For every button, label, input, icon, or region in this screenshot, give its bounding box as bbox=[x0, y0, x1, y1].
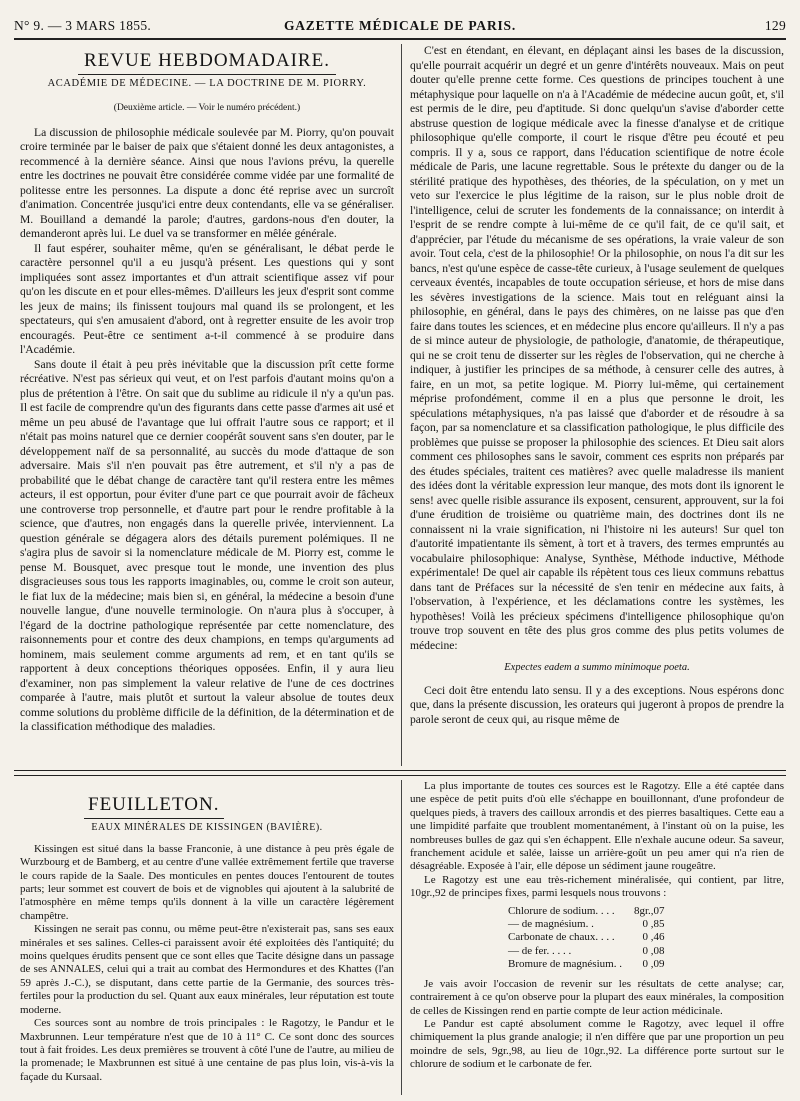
feuilleton-rule bbox=[14, 770, 786, 776]
revue-note: (Deuxième article. — Voir le numéro précédent.) bbox=[113, 103, 301, 113]
table-row: — de fer. . . . . 0 ,08 bbox=[508, 944, 665, 957]
revue-subtitle: ACADÉMIE DE MÉDECINE. — LA DOCTRINE DE M. PIORRY. bbox=[47, 77, 367, 89]
table-row: Bromure de magnésium. . 0 ,09 bbox=[508, 958, 665, 971]
page-number: 129 bbox=[764, 18, 786, 33]
running-header bbox=[14, 16, 786, 36]
table-row: Carbonate de chaux. . . . 0 ,46 bbox=[508, 931, 665, 944]
paragraph: Le Pandur est capté absolument comme le Ragotzy, avec lequel il offre chimiquement la plus grande analogie; il n'en diffère que par une proportion un peu moindre de sels, 9gr.,98, au lieu de 10gr.,92. La différence porte surtout sur le chlorure de sodium et le carbonate de fer. bbox=[410, 1017, 784, 1071]
column-divider bbox=[401, 44, 402, 766]
column-divider bbox=[401, 780, 402, 1095]
mineral-composition-table bbox=[506, 905, 667, 972]
paragraph: Le Ragotzy est une eau très-richement minéralisée, qui contient, par litre, 10gr.,92 de principes fixes, parmi lesquels nous trouvons : bbox=[410, 873, 784, 900]
paragraph: Kissingen ne serait pas connu, ou même peut-être n'existerait pas, sans ses eaux minérales et ses salines. Celles-ci paraissent avoir été exploitées dès l'antiquité; du moins quelques érudits pensent que ce sont elles que Tacite désigne dans un passage de ses ANNALES, celui qui a trait au combat des Hermondures et des Khattes (l'an 59 après J.-C.), se disputant, dans cette partie de la Germanie, des sources très-fertiles pour la production du sel. Quant aux eaux minérales, leur réputation est toute moderne. bbox=[20, 923, 394, 1016]
paragraph: C'est en étendant, en élevant, en déplaçant ainsi les bases de la discussion, qu'elle pourrait acquérir un degré et un genre d'intérêts nouveaux. Mais on peut douter qu'elle prenne cette forme. Ces questions de principes touchent à une métaphysique pour laquelle on n'a à l'Académie de médecine aucun goût, et, s'il est permis de le dire, peu d'aptitude. Si donc quelqu'un s'avise d'aborder cette abstruse question de logique médicale avec la finesse d'analyse et de critique philosophique qu'elle comporte, il court le risque d'être peu écouté et peu compris. Il y a, sous ce rapport, dans l'éducation scientifique de notre école médicale de Paris, une lacune regrettable. Sous le prétexte du danger ou de la stérilité pratique des hypothèses, des théories, de la spéculation, on y met un veto sur l'exercice le plus légitime de la raison, sur le plus noble droit de l'intelligence, celui de scruter les fondements de la connaissance; on interdit à l'esprit de se rendre compte à lui-même de ce qu'il fait, de ce qu'il sait, et d'apprécier, par l'étude du mécanisme de ses opérations, la vraie valeur de son avoir. Tout cela, c'est de la philosophie! Or la philosophie, on nous l'a dit sur les bancs, n'est qu'une espèce de casse-tête curieux, à l'usage seulement de quelques cerveaux éventés, incapables de toute occupation sérieuse, et hors de mise dans les sévères investigations de la science. Mais tout en reléguant ainsi la philosophie, en général, dans le pays des chimères, on ne laisse pas que d'en faire dans toutes les sciences, et en médecine plus encore qu'ailleurs. Il n'y a pas de si mince auteur de physiologie, de pathologie, d'anatomie, de thérapeutique, qui ne se croit tenu de disserter sur les règles de l'observation, qui ne cherche à indiquer, à justifier les principes de sa méthode, à censurer celle des autres, à faire, en un mot, sa petite logique. M. Piorry lui-même, qui certainement méprise profondément, comme il en a plus que personne le droit, les spéculations métaphysiques, n'a pas laissé que d'aborder et de résoudre à sa façon, par sa nomenclature et sa classification pathologique, le plus difficile des problèmes que puisse se proposer la philosophie des sciences. Et Dieu sait alors comment ces philosophes sans le savoir, comment ces esprits non préparés par des études spéciales, traitent ces matières? avec quelle maladresse ils manient des idées dont la véritable expression leur manque, des mots dont ils ignorent le sens! avec quelle risible assurance ils exposent, censurent, approuvent, sur la foi d'une érudition de troisième ou quatrième main, des doctrines dont ils ne connaissent ni la vraie signification, ni l'histoire ni les auteurs! Sur quel ton d'autorité impatientante ils sèment, à tort et à travers, des termes empruntés au vocabulaire philosophique: Analyse, Synthèse, Méthode inductive, Méthode expérimentale! De quel air capable ils répètent tous ces lieux communs rebattus dans tant de Préfaces sur la nécessité de s'en tenir en médecine aux faits, à l'observation, à l'expérience, et les déclamations contre les systèmes, les hypothèses! Voilà les précieux spécimens d'intelligence philosophique qu'on trouve trop souvent en tête des plus gros comme des plus petits volumes de médecine: bbox=[410, 44, 784, 652]
paragraph: Ces sources sont au nombre de trois principales : le Ragotzy, le Pandur et le Maxbrunnen. Leur température n'est que de 10 à 11° C. Ce sont donc des sources tout à fait froides. Les deux premières se trouvent à côté l'une de l'autre, au milieu de la promenade; le Maxbrunnen est situé à une centaine de pas plus loin, vis-à-vis la façade du Kursaal. bbox=[20, 1017, 394, 1083]
feuilleton-right-column bbox=[410, 780, 784, 1095]
header-rule bbox=[14, 38, 786, 40]
revue-left-column bbox=[20, 44, 394, 766]
feuilleton-subtitle: EAUX MINÉRALES DE KISSINGEN (BAVIÈRE). bbox=[91, 822, 323, 834]
feuilleton-title: FEUILLETON. bbox=[84, 798, 394, 811]
paragraph: Ceci doit être entendu lato sensu. Il y a des exceptions. Nous espérons donc que, dans la présente discussion, les orateurs qui jugeront à propos de prendre la parole seront de ceux qui, au risque même de bbox=[410, 683, 784, 726]
paragraph: Sans doute il était à peu près inévitable que la discussion prît cette forme récréative. N'est pas sérieux qui veut, et on l'est parfois d'autant moins qu'on a plus de prétention à l'être. On sait que du sublime au ridicule il n'y a qu'un pas. Il est facile de comprendre qu'un des figurants dans cette passe d'armes ait usé et même un peu abusé de l'avantage que lui offrait l'autre sous ce rapport; et il n'était pas moins naturel que ce dernier coopérât souvent sans s'en douter, par le développement naïf de sa personnalité, au succès du mode d'attaque de son adversaire. Mais s'il n'en pouvait pas être autrement, et s'il n'y a pas de probabilité que le débat change de caractère tant qu'il restera entre les mêmes acteurs, il est opportun, pour éviter d'une part ce que pourrait avoir de fâcheux une controverse trop personnelle, et d'autre part pour le rendre profitable à la science, que d'autres, non engagés dans la querelle privée, interviennent. La question générale se dégagera alors des détails purement polémiques. Il ne s'agira plus de savoir si la nomenclature médicale de M. Piorry est, comme le pense M. Bousquet, avec presque tout le monde, une invention des plus disgracieuses sous tous les rapports imaginables, ou, comme le croit son auteur, le fiat lux de la médecine; mais bien si, en général, la médecine a besoin d'une nouvelle langue, d'une nouvelle terminologie. On n'aura plus à s'occuper, à l'égard de la doctrine pathologique représentée par cette nomenclature, des raisonnements pour et contre des deux champions, en temps qu'arguments ad hominem, mais seulement comme arguments ad rem, et en tant qu'ils se rapportent à deux conceptions théoriques opposées. Enfin, il y aura lieu d'examiner, non pas simplement la valeur relative de l'une de ces doctrines comparée à l'autre, mais plutôt et surtout la valeur absolue de toutes deux comme solutions du problème difficile de la définition, de la détermination et de la classification méthodique des maladies. bbox=[20, 357, 394, 733]
table-row: — de magnésium. . 0 ,85 bbox=[508, 918, 665, 931]
paragraph: Je vais avoir l'occasion de revenir sur les résultats de cette analyse; car, contrairement à ce qu'on observe pour la plupart des eaux minérales, la composition de celles de Kissingen rend en partie compte de leur action médicinale. bbox=[410, 977, 784, 1017]
paragraph: Il faut espérer, souhaiter même, qu'en se généralisant, le débat perde le caractère personnel qu'il a eu jusqu'à présent. Les questions qui y sont impliquées sont assez importantes et d'un attrait scientifique assez vif pour qu'on les discute en et pour elles-mêmes. D'ailleurs les jeux d'esprit sont comme les jeux de mains; ils finissent toujours mal quand ils se prolongent, et les spectateurs, qui s'en amusaient d'abord, ont à regretter ensuite de les avoir trop encouragés. Peut-être ce sentiment a-t-il commencé à se produire dans l'Académie. bbox=[20, 241, 394, 356]
table-row: Chlorure de sodium. . . . 8gr.,07 bbox=[508, 904, 665, 917]
paragraph: Kissingen est situé dans la basse Franconie, à une distance à peu près égale de Wurzbourg et de Bamberg, et au centre d'une vallée extrêmement fertile que traverse le cours rapide de la Saale. Des monticules en pentes douces l'entourent de toutes parts; leur sommet est couvert de bois et de vignobles qui ajoutent à la salubrité de l'atmosphère en même temps qu'ils donnent à la ville un caractère légèrement champêtre. bbox=[20, 842, 394, 922]
revue-right-column bbox=[410, 44, 784, 766]
journal-title: GAZETTE MÉDICALE DE PARIS. bbox=[283, 18, 517, 33]
feuilleton-left-column bbox=[20, 780, 394, 1095]
issue-date: N° 9. — 3 MARS 1855. bbox=[14, 18, 152, 33]
paragraph: La discussion de philosophie médicale soulevée par M. Piorry, qu'on pouvait croire terminée par le baiser de paix que s'étaient donné les deux antagonistes, a recommencé à la dernière séance. Ainsi que nous l'avions prévu, la querelle entre les doctrines ne pouvait être considérée comme vidée par une formalité de politesse entre les personnes. La dispute a donc été reprise avec un surcroît d'animation. Concentrée jusqu'ici entre deux contendants, elle va se généraliser. M. Bouilland a demandé la parole; d'autres, gardons-nous d'en douter, la demanderont après lui. Le duel va se transformer en mêlée générale. bbox=[20, 125, 394, 240]
paragraph: La plus importante de toutes ces sources est le Ragotzy. Elle a été captée dans une espèce de petit puits d'où elle s'échappe en bouillonnant, d'une profondeur de quelques pieds, à travers des cailloux arrondis et des pierres basaltiques. Cette eau a une limpidité parfaite que troublent momentanément, à l'instant où on la puise, les nombreuses bulles de gaz qui s'en échappent. Elle n'exhale aucune odeur. Sa saveur, franchement acidule et salée, laisse un arrière-goût un peu amer qui n'a rien de désagréable. Exposée à l'air, elle dépose un sédiment jaune rougeâtre. bbox=[410, 780, 784, 873]
revue-title: REVUE HEBDOMADAIRE. bbox=[20, 54, 394, 69]
latin-quote: Expectes eadem a summo minimoque poeta. bbox=[504, 662, 690, 673]
